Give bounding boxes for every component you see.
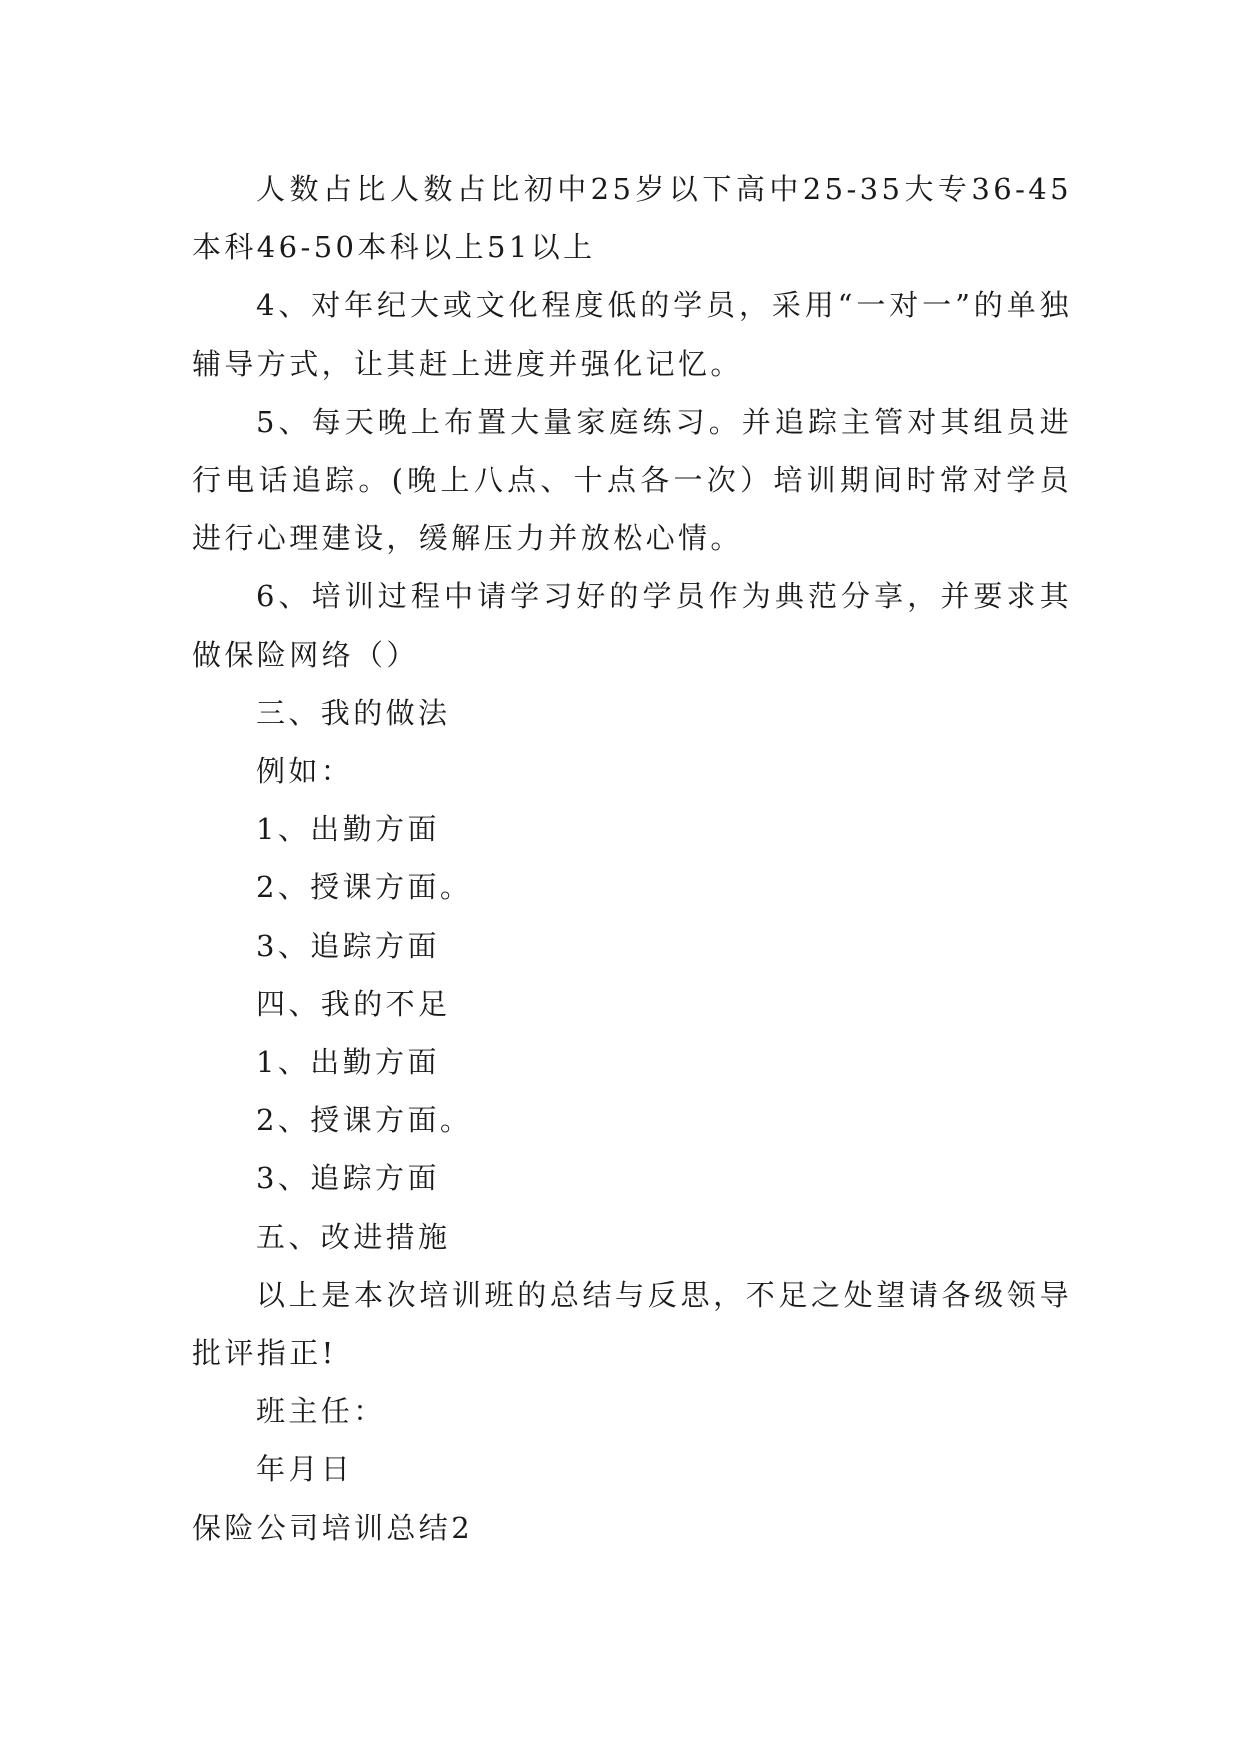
paragraph-item-4: 4、对年纪大或文化程度低的学员，采用“一对一”的单独辅导方式，让其赶上进度并强化记忆。 xyxy=(192,288,1072,381)
signature-head-teacher: 班主任： xyxy=(256,1394,386,1429)
list-item-tracking: 3、追踪方面 xyxy=(256,928,440,963)
list-item-attendance: 1、出勤方面 xyxy=(256,812,440,847)
section-heading-shortcomings: 四、我的不足 xyxy=(256,986,451,1021)
document-body xyxy=(192,160,1072,1557)
paragraph-item-5: 5、每天晚上布置大量家庭练习。并追踪主管对其组员进行电话追踪。(晚上八点、十点各一次）培训期间时常对学员进行心理建设，缓解压力并放松心情。 xyxy=(192,404,1072,556)
paragraph-age-education-table: 人数占比人数占比初中25岁以下高中25-35大专36-45本科46-50本科以上51以上 xyxy=(192,172,1072,265)
paragraph-item-6: 6、培训过程中请学习好的学员作为典范分享，并要求其做保险网络（） xyxy=(192,579,1072,672)
list-item-tracking-2: 3、追踪方面 xyxy=(256,1161,440,1196)
signature-date: 年月日 xyxy=(256,1452,354,1487)
list-item-teaching: 2、授课方面。 xyxy=(256,870,473,905)
section-heading-improvements: 五、改进措施 xyxy=(256,1219,451,1254)
list-item-attendance-2: 1、出勤方面 xyxy=(256,1045,440,1080)
paragraph-conclusion: 以上是本次培训班的总结与反思，不足之处望请各级领导批评指正! xyxy=(192,1277,1072,1371)
paragraph-example: 例如： xyxy=(256,754,354,789)
section-heading-my-approach: 三、我的做法 xyxy=(256,695,451,730)
section-title: 保险公司培训总结2 xyxy=(192,1510,474,1545)
list-item-teaching-2: 2、授课方面。 xyxy=(256,1103,473,1138)
